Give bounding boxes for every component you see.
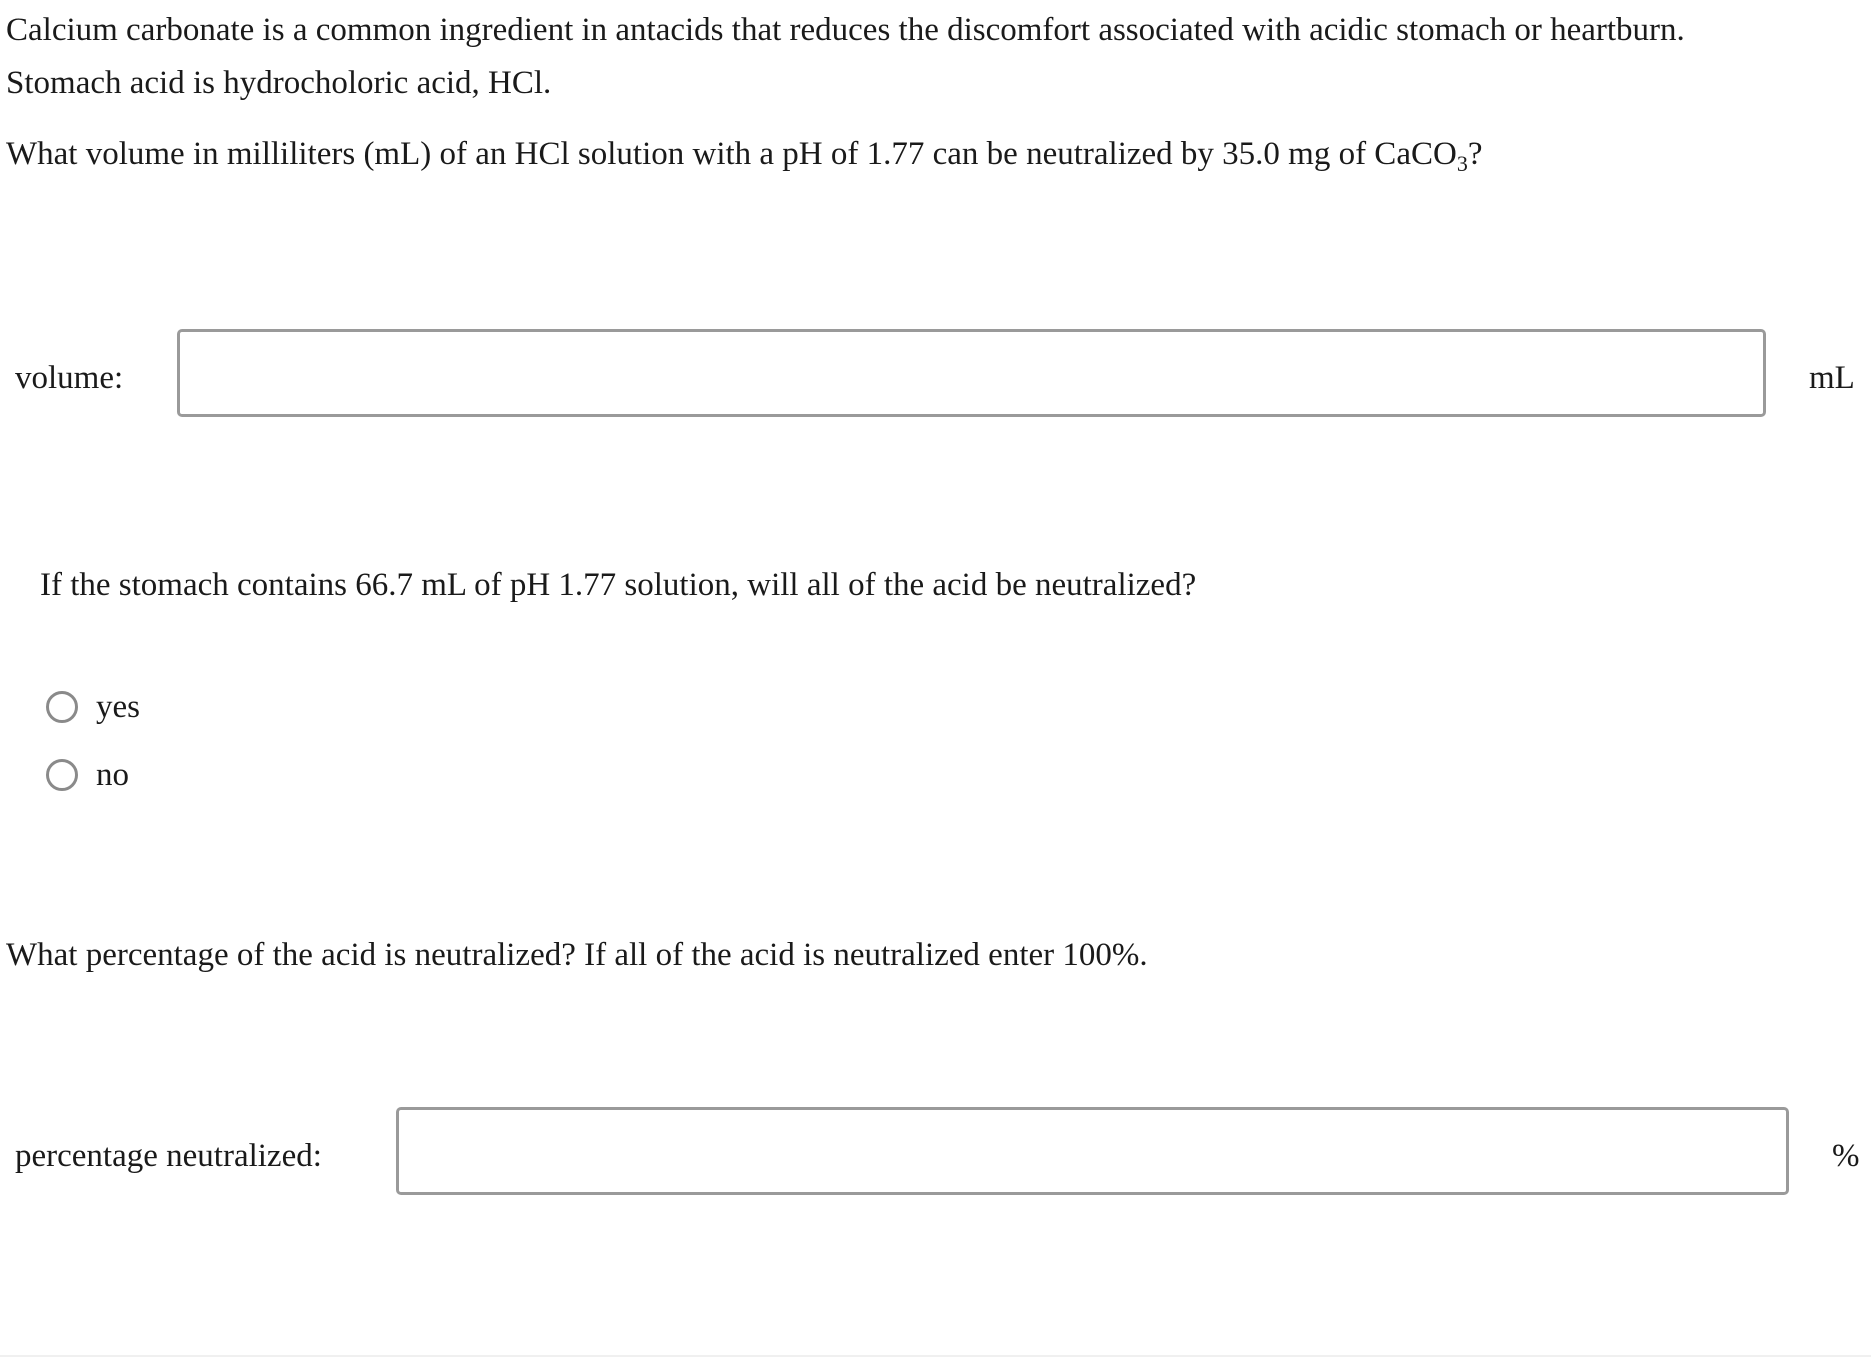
radio-yes-circle[interactable]: [46, 691, 78, 723]
intro-line-1: Calcium carbonate is a common ingredient in antacids that reduces the discomfort associated with acidic stomach or heartburn.: [6, 12, 1685, 48]
volume-question: [6, 129, 1482, 179]
radio-no-circle[interactable]: [46, 759, 78, 791]
neutralize-question: If the stomach contains 66.7 mL of pH 1.77 solution, will all of the acid be neutralized?: [40, 567, 1197, 603]
percentage-input[interactable]: [396, 1107, 1789, 1195]
volume-input[interactable]: [177, 329, 1766, 417]
intro-line-2: Stomach acid is hydrocholoric acid, HCl.: [6, 65, 552, 101]
percentage-unit: %: [1832, 1138, 1860, 1174]
radio-option-no[interactable]: [46, 755, 129, 795]
volume-unit: mL: [1809, 360, 1855, 396]
percentage-label: percentage neutralized:: [15, 1138, 322, 1174]
percentage-question: What percentage of the acid is neutralized? If all of the acid is neutralized enter 100%.: [6, 937, 1148, 973]
volume-question-subscript: 3: [1456, 151, 1468, 176]
volume-question-end: ?: [1467, 136, 1483, 172]
volume-question-text: What volume in milliliters (mL) of an HCl solution with a pH of 1.77 can be neutralized by 35.0 mg of CaCO: [6, 136, 1457, 172]
bottom-divider: [0, 1355, 1871, 1357]
radio-no-label[interactable]: no: [96, 757, 129, 793]
volume-label: volume:: [15, 360, 124, 396]
radio-option-yes[interactable]: [46, 687, 140, 727]
radio-yes-label[interactable]: yes: [96, 689, 140, 725]
problem-intro: [6, 4, 1861, 110]
